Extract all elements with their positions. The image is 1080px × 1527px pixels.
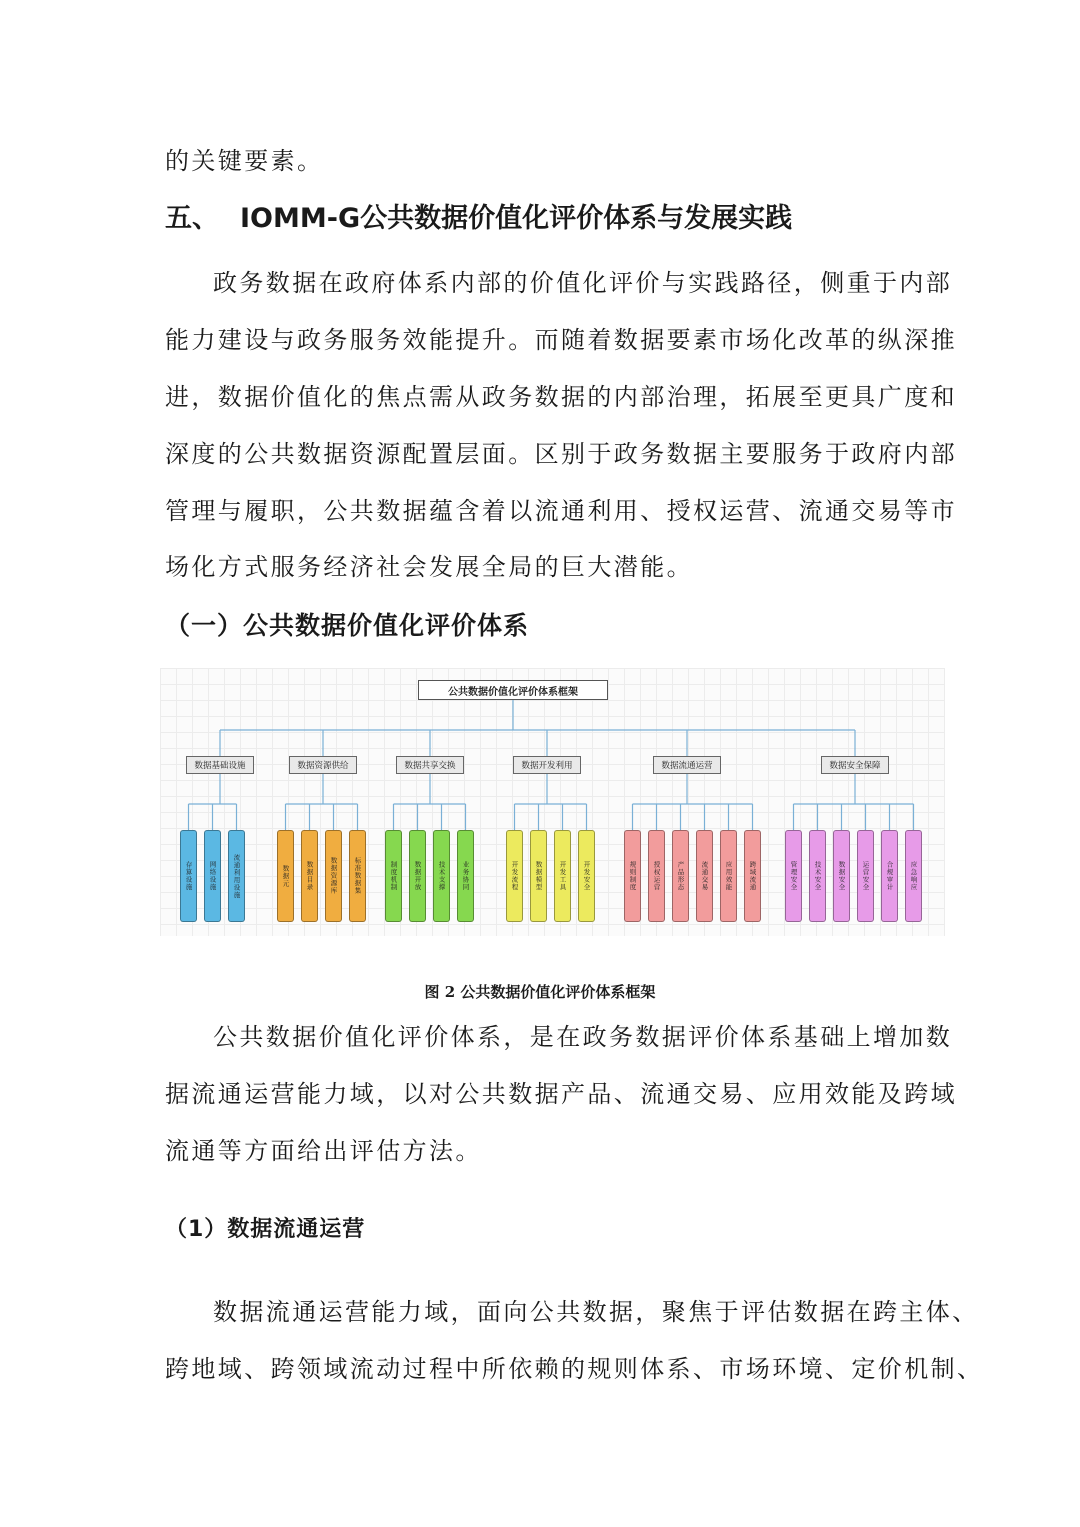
section-number: 五、	[165, 203, 219, 234]
diagram-leaf-node: 数据元	[277, 830, 294, 922]
diagram-leaf-node: 开发工具	[554, 830, 571, 922]
paragraph1-line: 深度的公共数据资源配置层面。区别于政务数据主要服务于政府内部	[165, 440, 957, 468]
subsubsection-heading: （1）数据流通运营	[165, 1217, 366, 1242]
diagram-leaf-node: 产品形态	[672, 830, 689, 922]
diagram-leaf-node: 数据开放	[409, 830, 426, 922]
diagram-leaf-node: 数据模型	[530, 830, 547, 922]
diagram-leaf-node: 标准数据集	[349, 830, 366, 922]
diagram-leaf-node: 数据目录	[301, 830, 318, 922]
diagram-root-node: 公共数据价值化评价体系框架	[418, 680, 608, 700]
diagram-leaf-node: 技术支撑	[433, 830, 450, 922]
diagram-leaf-node: 运营安全	[857, 830, 874, 922]
diagram-leaf-node: 业务协同	[457, 830, 474, 922]
intro-tail-text: 的关键要素。	[165, 147, 324, 175]
paragraph3-line: 数据流通运营能力域，面向公共数据，聚焦于评估数据在跨主体、	[213, 1298, 979, 1326]
section-heading	[165, 201, 792, 237]
paragraph1-line: 进，数据价值化的焦点需从政务数据的内部治理，拓展至更具广度和	[165, 383, 957, 411]
paragraph2-line: 流通等方面给出评估方法。	[165, 1137, 482, 1165]
diagram-leaf-node: 跨域流通	[744, 830, 761, 922]
subsection-heading: （一）公共数据价值化评价体系	[165, 611, 530, 640]
figure-caption: 图 2 公共数据价值化评价体系框架	[424, 983, 656, 1001]
diagram-category-node: 数据共享交换	[396, 756, 464, 774]
diagram-leaf-node: 流通利用设施	[228, 830, 245, 922]
paragraph2-line: 据流通运营能力域，以对公共数据产品、流通交易、应用效能及跨域	[165, 1080, 957, 1108]
paragraph2-line: 公共数据价值化评价体系，是在政务数据评价体系基础上增加数	[213, 1023, 953, 1051]
diagram-leaf-node: 应急响应	[905, 830, 922, 922]
paragraph1-line: 能力建设与政务服务效能提升。而随着数据要素市场化改革的纵深推	[165, 326, 957, 354]
paragraph3-line: 跨地域、跨领域流动过程中所依赖的规则体系、市场环境、定价机制、	[165, 1355, 984, 1383]
diagram-leaf-node: 开发流程	[506, 830, 523, 922]
diagram-leaf-node: 规则制度	[624, 830, 641, 922]
diagram-category-node: 数据流通运营	[653, 756, 721, 774]
diagram-category-node: 数据开发利用	[513, 756, 581, 774]
diagram-leaf-node: 应用效能	[720, 830, 737, 922]
diagram-category-node: 数据资源供给	[289, 756, 357, 774]
section-title: IOMM-G公共数据价值化评价体系与发展实践	[240, 203, 793, 234]
diagram-category-node: 数据基础设施	[186, 756, 254, 774]
paragraph1-line: 场化方式服务经济社会发展全局的巨大潜能。	[165, 553, 693, 581]
diagram-leaf-node: 网络设施	[204, 830, 221, 922]
diagram-leaf-node: 技术安全	[809, 830, 826, 922]
framework-diagram	[160, 668, 945, 936]
diagram-leaf-node: 存算设施	[180, 830, 197, 922]
paragraph1-line: 管理与履职，公共数据蕴含着以流通利用、授权运营、流通交易等市	[165, 497, 957, 525]
diagram-leaf-node: 合规审计	[881, 830, 898, 922]
diagram-leaf-node: 管理安全	[785, 830, 802, 922]
paragraph1-line: 政务数据在政府体系内部的价值化评价与实践路径，侧重于内部	[213, 269, 953, 297]
diagram-leaf-node: 数据安全	[833, 830, 850, 922]
diagram-leaf-node: 制度机制	[385, 830, 402, 922]
diagram-leaf-node: 开发安全	[578, 830, 595, 922]
diagram-leaf-node: 流通交易	[696, 830, 713, 922]
diagram-category-node: 数据安全保障	[821, 756, 889, 774]
diagram-leaf-node: 数据资源库	[325, 830, 342, 922]
diagram-leaf-node: 授权运营	[648, 830, 665, 922]
